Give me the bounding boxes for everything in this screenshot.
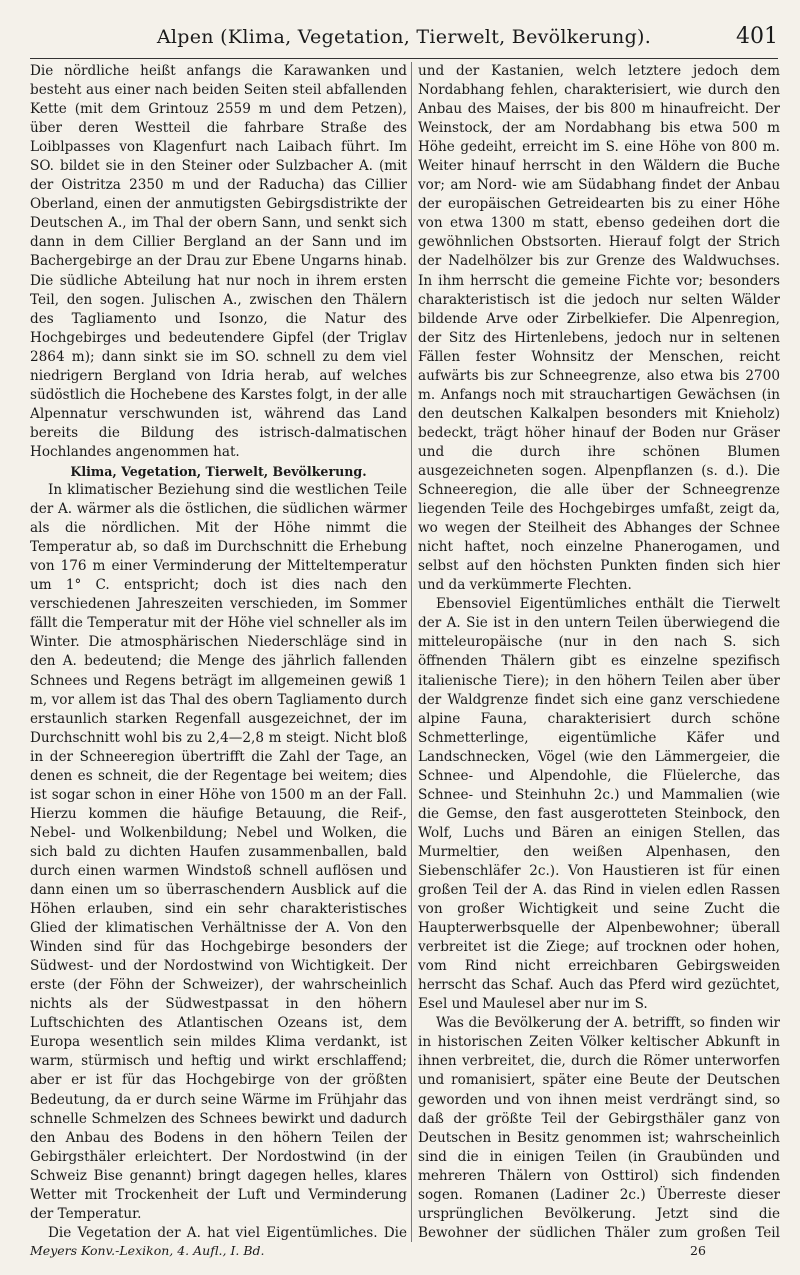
running-title: Alpen (Klima, Vegetation, Tierwelt, Bevölkerung). — [156, 26, 652, 48]
header-rule — [30, 58, 778, 59]
right-column — [418, 62, 780, 1242]
page-number: 401 — [736, 24, 778, 49]
paragraph-karawanken: Die nördliche heißt anfangs die Karawanken und besteht aus einer nach beiden Seiten steil abfallenden Kette (mit dem Grintouz 2559 m und dem Petzen), über deren Westteil die fahrbare Straße des Loiblpasses von Klagenfurt nach Laibach führt. Im SO. bildet sie in den Steiner oder Sulzbacher A. (mit der Oistritza 2350 m und der Raducha) das Cillier Oberland, einen der anmutigsten Gebirgsdistrikte der Deutschen A., im Thal der obern Sann, und senkt sich dann in dem Cillier Bergland an der Sann und im Bachergebirge an der Drau zur Ebene Ungarns hinab. Die südliche Abteilung hat nur noch in ihrem ersten Teil, den sogen. Julischen A., zwischen den Thälern des Tagliamento und Isonzo, die Natur des Hochgebirges und bedeutendere Gipfel (der Triglav 2864 m); dann sinkt sie im SO. schnell zu dem viel niedrigern Bergland von Idria herab, auf welches südöstlich die Hochebene des Karstes folgt, in der alle Alpennatur verschwunden ist, während das Land bereits die Bildung des istrisch-dalmatischen Hochlandes angenommen hat. — [30, 63, 407, 460]
section-heading: Klima, Vegetation, Tierwelt, Bevölkerung. — [70, 463, 367, 479]
paragraph-vegetation-cont: und der Kastanien, welch letztere jedoch dem Nordabhang fehlen, charakterisiert, wie durch den Anbau des Maises, der bis 800 m hinaufreicht. Der Weinstock, der am Nordabhang bis etwa 500 m Höhe gedeiht, erreicht im S. eine Höhe von 800 m. Weiter hinauf herrscht in den Wäldern die Buche vor; am Nord- wie am Südabhang findet der Anbau der europäischen Getreidearten bis zu einer Höhe von etwa 1300 m statt, ebenso gedeihen dort die gewöhnlichen Obstsorten. Hierauf folgt der Strich der Nadelhölzer bis zur Grenze des Waldwuchses. In ihm herrscht die gemeine Fichte vor; besonders charakteristisch ist die jedoch nur selten Wälder bildende Arve oder Zirbelkiefer. Die Alpenregion, der Sitz des Hirtenlebens, jedoch nur in seltenen Fällen fester Wohnsitz der Menschen, reicht aufwärts bis zur Schneegrenze, also etwa bis 2700 m. Anfangs noch mit strauchartigen Gewächsen (in den deutschen Kalkalpen besonders mit Knieholz) bedeckt, trägt höher hinauf der Boden nur Gräser und die durch ihre schönen Blumen ausgezeichneten sogen. Alpenpflanzen (s. d.). Die Schneeregion, die alle über der Schneegrenze liegenden Teile des Hochgebirges umfaßt, zeigt da, wo wegen der Steilheit des Abhanges der Schnee nicht haftet, noch einzelne Phanerogamen, und selbst auf den höchsten Punkten finden sich hier und da verkümmerte Flechten. — [418, 63, 780, 594]
page-header — [30, 26, 778, 56]
page-footer — [30, 1243, 778, 1265]
left-column — [30, 62, 407, 1242]
column-divider — [411, 62, 412, 1242]
source-line: Meyers Konv.-Lexikon, 4. Aufl., I. Bd. — [30, 1243, 265, 1258]
paragraph-vegetation: Die Vegetation der A. hat viel Eigentümliches. Die — [48, 1224, 407, 1241]
paragraph-klima: In klimatischer Beziehung sind die westlichen Teile der A. wärmer als die östlichen, die südlichen wärmer als die nördlichen. Mit der Höhe nimmt die Temperatur ab, so daß im Durchschnitt die Erhebung von 176 m einer Verminderung der Mitteltemperatur um 1° C. entspricht; doch ist dies nach den verschiedenen Jahreszeiten verschieden, im Sommer fällt die Temperatur mit der Höhe viel schneller als im Winter. Die atmosphärischen Niederschläge sind in den A. bedeutend; die Menge des jährlich fallenden Schnees und Regens beträgt im allgemeinen gewiß 1 m, vor allem ist das Thal des obern Tagliamento durch erstaunlich starken Regenfall ausgezeichnet, der im Durchschnitt wohl bis zu 2,4—2,8 m steigt. Nicht bloß in der Schneeregion übertrifft die Zahl der Tage, an denen es schneit, die der Regentage bei weitem; dies ist sogar schon in einer Höhe von 1500 m an der Fall. Hierzu kommen die häufige Betauung, die Reif-, Nebel- und Wolkenbildung; Nebel und Wolken, die sich bald zu dichten Haufen zusammenballen, bald durch einen warmen Windstoß schnell auflösen und dann einen um so überraschendern Ausblick auf die Höhen erlauben, sind ein sehr charakteristisches Glied der klimatischen Verhältnisse der A. Von den Winden sind für das Hochgebirge besonders der Südwest- und der Nordostwind von Wichtigkeit. Der erste (der Föhn der Schweizer), der wahrscheinlich nichts als der Südwestpassat in den höhern Luftschichten des Atlantischen Ozeans ist, dem Europa wesentlich sein mildes Klima verdankt, ist warm, stürmisch und heftig und wirkt erschlaffend; aber er ist für das Hochgebirge von der größten Bedeutung, da er durch seine Wärme im Frühjahr das schnelle Schmelzen des Schnees bewirkt und dadurch den Anbau des Bodens in den höhern Teilen der Gebirgsthäler erleichtert. Der Nordostwind (in der Schweiz Bise genannt) bringt dagegen helles, klares Wetter mit Trockenheit der Luft und Verminderung der Temperatur. — [30, 482, 407, 1222]
paragraph-tierwelt: Ebensoviel Eigentümliches enthält die Tierwelt der A. Sie ist in den untern Teilen überwiegend die mitteleuropäische (nur in den nach S. sich öffnenden Thälern gibt es einzelne spezifisch italienische Tiere); in den höhern Teilen aber über der Waldgrenze findet sich eine ganz verschiedene alpine Fauna, charakterisiert durch schöne Schmetterlinge, eigentümliche Käfer und Landschnecken, Vögel (wie den Lämmergeier, die Schnee- und Alpendohle, die Flüelerche, das Schnee- und Steinhuhn 2c.) und Mammalien (wie die Gemse, den fast ausgerotteten Steinbock, den Wolf, Luchs und Bären an einigen Stellen, das Murmeltier, den weißen Alpenhasen, den Siebenschläfer 2c.). Von Haustieren ist für einen großen Teil der A. das Rind in vielen edlen Rassen von großer Wichtigkeit und seine Zucht die Haupterwerbsquelle der Alpenbewohner; überall verbreitet ist die Ziege; auf trocknen oder hohen, vom Rind nicht erreichbaren Gebirgsweiden herrscht das Schaf. Auch das Pferd wird gezüchtet, Esel und Maulesel aber nur im S. — [418, 596, 780, 1013]
paragraph-bevoelkerung: Was die Bevölkerung der A. betrifft, so finden wir in historischen Zeiten Völker keltischer Abkunft in ihnen verbreitet, die, durch die Römer unterworfen und romanisiert, später eine Beute der Deutschen geworden und von ihnen meist verdrängt sind, so daß der größte Teil der Gebirgsthäler ganz von Deutschen in Besitz genommen ist; wahrscheinlich sind die in einigen Teilen (in Graubünden und mehreren Thälern von Osttirol) sich findenden sogen. Romanen (Ladiner 2c.) Überreste dieser ursprünglichen Bevölkerung. Jetzt sind die Bewohner der südlichen Thäler zum großen Teil — [418, 1015, 780, 1241]
signature-mark: 26 — [690, 1243, 706, 1258]
